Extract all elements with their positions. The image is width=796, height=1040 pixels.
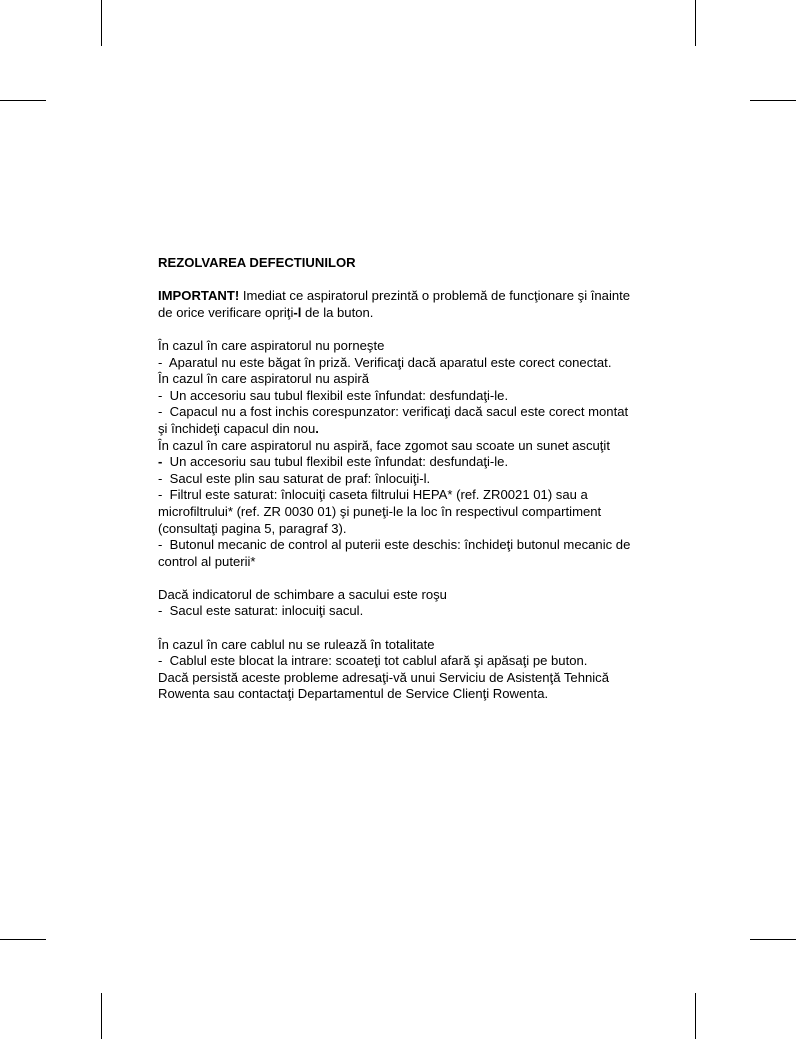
list-item-text: - Capacul nu a fost inchis corespunzator: verificaţi dacă sacul este corect montat şi închideţi capacul din nou bbox=[158, 404, 632, 436]
section-heading: Dacă indicatorul de schimbare a sacului este roşu bbox=[158, 586, 447, 602]
list-item-text: Un accesoriu sau tubul flexibil este înfundat: desfundaţi-le. bbox=[162, 454, 509, 470]
important-text: Imediat ce aspiratorul prezintă o problemă de funcţionare şi înainte de orice verificare opriţi bbox=[158, 288, 634, 320]
closing-paragraph: Dacă persistă aceste probleme adresaţi-vă unui Serviciu de Asistenţă Tehnică Rowenta sau contactaţi Departamentul de Service Clienţi Rowenta. bbox=[158, 669, 613, 702]
list-item bbox=[158, 454, 638, 471]
list-item: - Butonul mecanic de control al puterii este deschis: închideţi butonul mecanic de control al puterii* bbox=[158, 537, 635, 569]
important-notice bbox=[158, 288, 638, 321]
spacer bbox=[158, 321, 638, 338]
list-item: - Un accesoriu sau tubul flexibil este înfundat: desfundaţi-le. bbox=[158, 387, 509, 403]
list-item bbox=[158, 404, 638, 437]
list-item: - Filtrul este saturat: înlocuiţi caseta filtrului HEPA* (ref. ZR0021 01) sau a microfiltrului* (ref. ZR 0030 01) şi puneţi-le la loc în respectivul compartiment (consultaţi pagina 5, paragraf 3). bbox=[158, 487, 605, 536]
list-item: - Cablul este blocat la intrare: scoateţi tot cablul afară şi apăsaţi pe buton. bbox=[158, 653, 588, 669]
section-heading: În cazul în care aspiratorul nu aspiră bbox=[158, 371, 370, 387]
section-heading: În cazul în care cablul nu se rulează în totalitate bbox=[158, 636, 435, 652]
crop-mark-bottom-left-vertical bbox=[101, 993, 102, 1039]
crop-mark-top-right-vertical bbox=[695, 0, 696, 46]
important-text-end: de la buton. bbox=[301, 304, 374, 320]
crop-mark-bottom-left-horizontal bbox=[0, 939, 46, 940]
list-item: - Sacul este plin sau saturat de praf: înlocuiţi-l. bbox=[158, 470, 431, 486]
spacer bbox=[158, 620, 638, 637]
section-heading: În cazul în care aspiratorul nu aspiră, face zgomot sau scoate un sunet ascuţit bbox=[158, 437, 610, 453]
important-bold-suffix: -l bbox=[293, 304, 302, 320]
document-title: REZOLVAREA DEFECTIUNILOR bbox=[158, 255, 356, 270]
spacer bbox=[158, 272, 638, 289]
crop-mark-bottom-right-horizontal bbox=[750, 939, 796, 940]
important-label: IMPORTANT! bbox=[158, 288, 240, 304]
list-item: - Sacul este saturat: inlocuiţi sacul. bbox=[158, 603, 364, 619]
crop-mark-top-right-horizontal bbox=[750, 100, 796, 101]
list-item-bold-period: . bbox=[315, 420, 319, 436]
spacer bbox=[158, 570, 638, 587]
crop-mark-top-left-horizontal bbox=[0, 100, 46, 101]
document-body bbox=[158, 255, 638, 703]
section-heading: În cazul în care aspiratorul nu porneşte bbox=[158, 337, 385, 353]
crop-mark-top-left-vertical bbox=[101, 0, 102, 46]
list-item-bold-dash: - bbox=[158, 454, 163, 470]
list-item: - Aparatul nu este băgat în priză. Verificaţi dacă aparatul este corect conectat. bbox=[158, 354, 612, 370]
crop-mark-bottom-right-vertical bbox=[695, 993, 696, 1039]
